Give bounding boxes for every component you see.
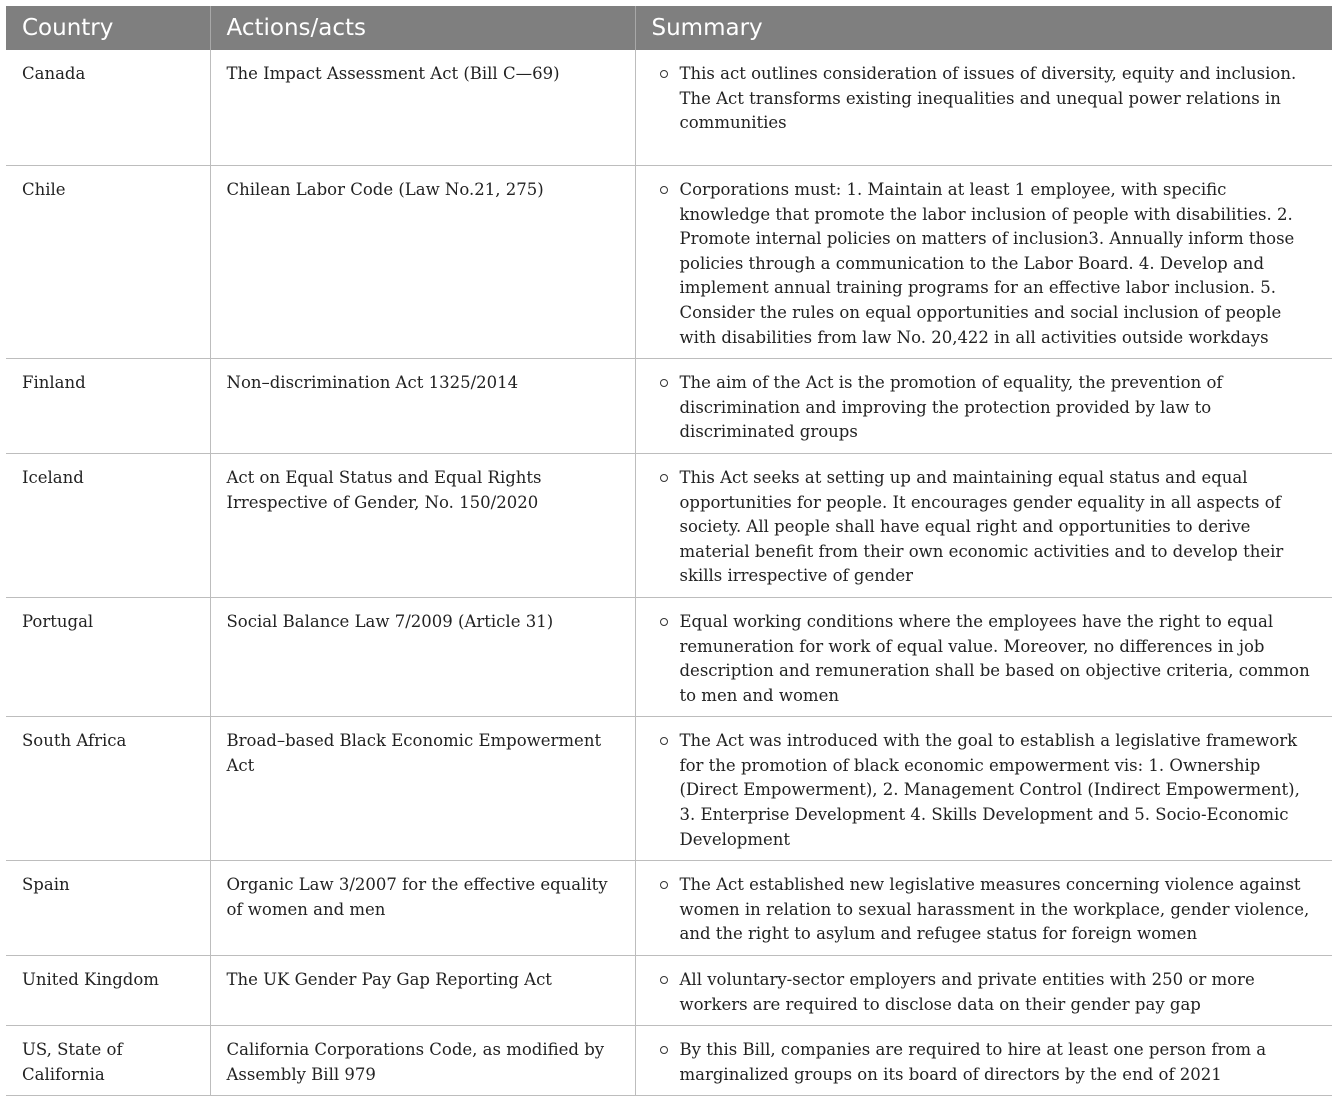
summary-text: By this Bill, companies are required to hire at least one person from a marginalized groups on its board of directors by the end of 2021 [679, 1040, 1267, 1084]
summary-text: All voluntary-sector employers and private entities with 250 or more workers are required to disclose data on their gender pay gap [679, 970, 1255, 1014]
country-cell: Portugal [6, 597, 210, 716]
bullet-icon [660, 379, 668, 387]
summary-cell [635, 166, 1332, 359]
table-row [6, 956, 1332, 1026]
action-cell: Non–discrimination Act 1325/2014 [210, 359, 635, 454]
summary-text: This act outlines consideration of issues of diversity, equity and inclusion. The Act transforms existing inequalities and unequal power relations in communities [679, 64, 1297, 133]
country-cell: Canada [6, 50, 210, 166]
summary-text: The Act established new legislative measures concerning violence against women in relation to sexual harassment in the workplace, gender violence, and the right to asylum and refugee status for foreign women [679, 875, 1310, 944]
country-cell: Chile [6, 166, 210, 359]
summary-text: This Act seeks at setting up and maintaining equal status and equal opportunities for people. It encourages gender equality in all aspects of society. All people shall have equal right and opportunities to derive material benefit from their own economic activities and to develop their skills irrespective of gender [679, 467, 1284, 586]
country-cell: Spain [6, 861, 210, 956]
table-row [6, 359, 1332, 454]
bullet-icon [660, 737, 668, 745]
country-cell: Iceland [6, 453, 210, 597]
summary-cell [635, 597, 1332, 716]
summary-cell [635, 956, 1332, 1026]
table-row [6, 453, 1332, 597]
table-row [6, 717, 1332, 861]
bullet-icon [660, 976, 668, 984]
bullet-icon [660, 1046, 668, 1054]
legislation-table [6, 6, 1332, 1096]
country-cell: Finland [6, 359, 210, 454]
summary-cell [635, 717, 1332, 861]
legislation-table-container [6, 6, 1332, 1096]
summary-text: Equal working conditions where the employees have the right to equal remuneration for work of equal value. Moreover, no differences in job description and remuneration shall be based on objective criteria, common to men and women [679, 611, 1310, 705]
table-row [6, 861, 1332, 956]
bullet-icon [660, 618, 668, 626]
country-cell: South Africa [6, 717, 210, 861]
table-header-row [6, 6, 1332, 50]
country-cell: US, State of California [6, 1026, 210, 1096]
action-cell: California Corporations Code, as modified by Assembly Bill 979 [210, 1026, 635, 1096]
summary-text: Corporations must: 1. Maintain at least 1 employee, with specific knowledge that promote the labor inclusion of people with disabilities. 2. Promote internal policies on matters of inclusion3. Annually inform those policies through a communication to the Labor Board. 4. Develop and implement annual training programs for an effective labor inclusion. 5. Consider the rules on equal opportunities and social inclusion of people with disabilities from law No. 20,422 in all activities outside workdays [679, 180, 1295, 347]
action-cell: Social Balance Law 7/2009 (Article 31) [210, 597, 635, 716]
table-row [6, 166, 1332, 359]
bullet-icon [660, 70, 668, 78]
header-summary: Summary [635, 6, 1332, 50]
action-cell: Chilean Labor Code (Law No.21, 275) [210, 166, 635, 359]
table-row [6, 50, 1332, 166]
action-cell: Organic Law 3/2007 for the effective equality of women and men [210, 861, 635, 956]
country-cell: United Kingdom [6, 956, 210, 1026]
action-cell: Act on Equal Status and Equal Rights Irrespective of Gender, No. 150/2020 [210, 453, 635, 597]
summary-cell [635, 359, 1332, 454]
summary-cell [635, 50, 1332, 166]
table-row [6, 1026, 1332, 1096]
bullet-icon [660, 881, 668, 889]
summary-text: The Act was introduced with the goal to establish a legislative framework for the promotion of black economic empowerment vis: 1. Ownership (Direct Empowerment), 2. Management Control (Indirect Empowerment), 3. Enterprise Development 4. Skills Development and 5. Socio-Economic Development [679, 731, 1300, 849]
summary-text: The aim of the Act is the promotion of equality, the prevention of discrimination and improving the protection provided by law to discriminated groups [679, 373, 1223, 442]
action-cell: The UK Gender Pay Gap Reporting Act [210, 956, 635, 1026]
bullet-icon [660, 474, 668, 482]
summary-cell [635, 861, 1332, 956]
summary-cell [635, 1026, 1332, 1096]
header-country: Country [6, 6, 210, 50]
action-cell: The Impact Assessment Act (Bill C—69) [210, 50, 635, 166]
header-actions: Actions/acts [210, 6, 635, 50]
summary-cell [635, 453, 1332, 597]
action-cell: Broad–based Black Economic Empowerment Act [210, 717, 635, 861]
table-row [6, 597, 1332, 716]
bullet-icon [660, 186, 668, 194]
